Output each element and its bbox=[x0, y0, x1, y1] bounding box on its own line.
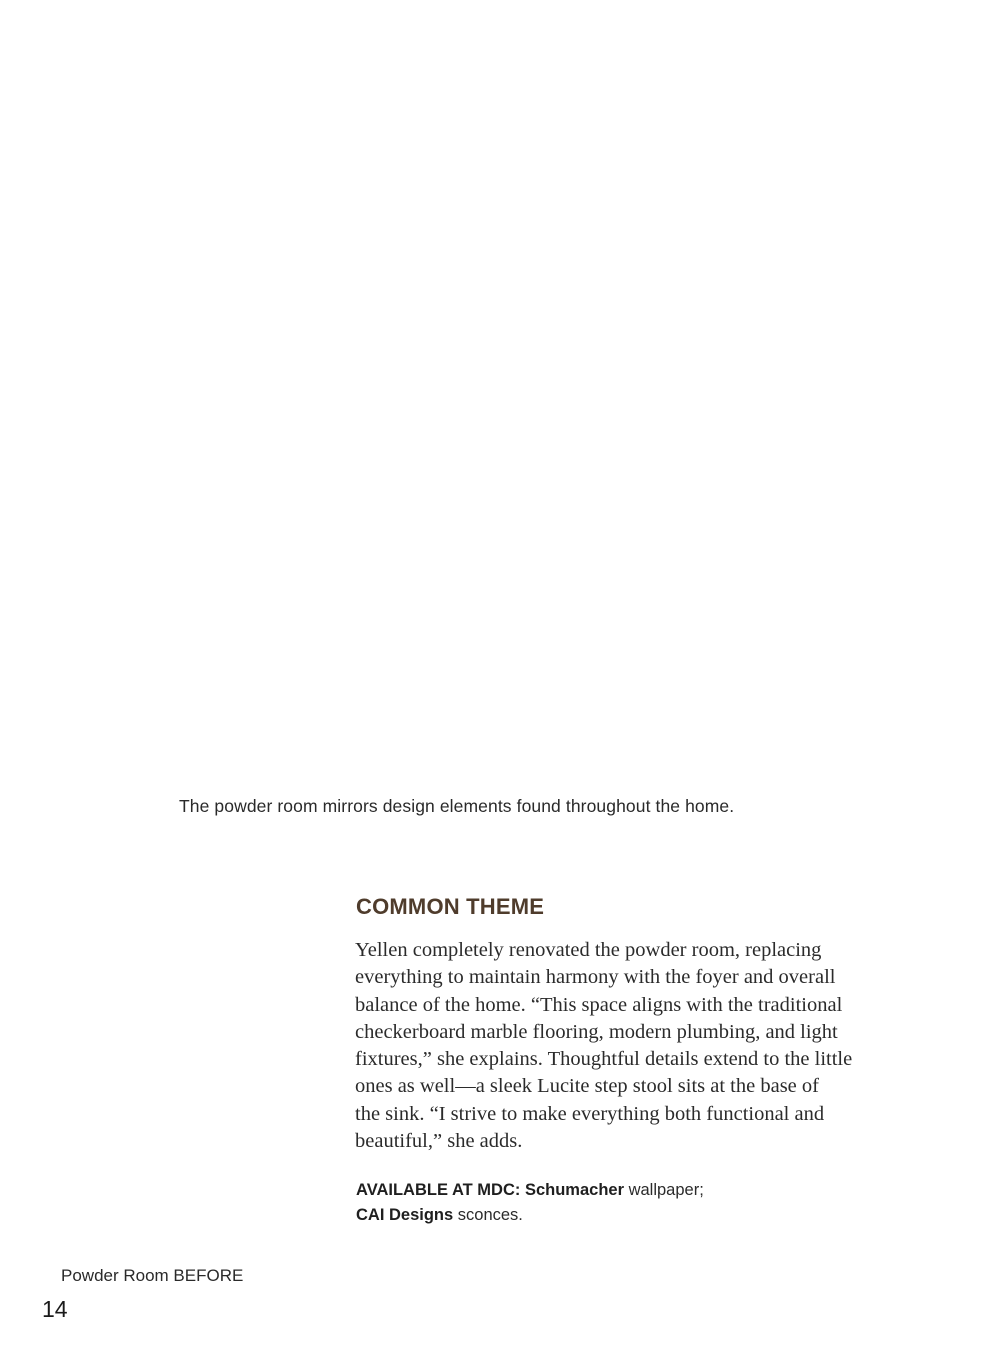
body-line: ones as well—a sleek Lucite step stool sits at the base of bbox=[355, 1075, 819, 1098]
body-line: the sink. “I strive to make everything both functional and bbox=[355, 1102, 825, 1125]
item-wallpaper: wallpaper; bbox=[624, 1181, 704, 1199]
page-number: 14 bbox=[42, 1296, 68, 1322]
item-sconces: sconces. bbox=[453, 1205, 523, 1224]
body-line: everything to maintain harmony with the foyer and overall bbox=[355, 966, 836, 989]
section-heading: COMMON THEME bbox=[356, 894, 545, 919]
body-line: fixtures,” she explains. Thoughtful details extend to the little bbox=[355, 1048, 853, 1071]
body-line: checkerboard marble flooring, modern plumbing, and light bbox=[355, 1020, 838, 1043]
article-body bbox=[355, 937, 915, 1155]
before-photo-label: Powder Room BEFORE bbox=[61, 1266, 244, 1285]
availability-row-1 bbox=[356, 1178, 916, 1203]
body-line: Yellen completely renovated the powder room, replacing bbox=[355, 939, 822, 961]
photo-caption: The powder room mirrors design elements found throughout the home. bbox=[179, 796, 735, 816]
availability-note bbox=[356, 1178, 916, 1227]
availability-prefix: AVAILABLE AT MDC: bbox=[356, 1181, 525, 1199]
brand-cai-designs: CAI Designs bbox=[356, 1205, 454, 1224]
body-line: beautiful,” she adds. bbox=[355, 1130, 523, 1153]
body-line: balance of the home. “This space aligns with the traditional bbox=[355, 993, 843, 1016]
availability-row-2 bbox=[356, 1203, 916, 1228]
brand-schumacher: Schumacher bbox=[524, 1181, 624, 1199]
